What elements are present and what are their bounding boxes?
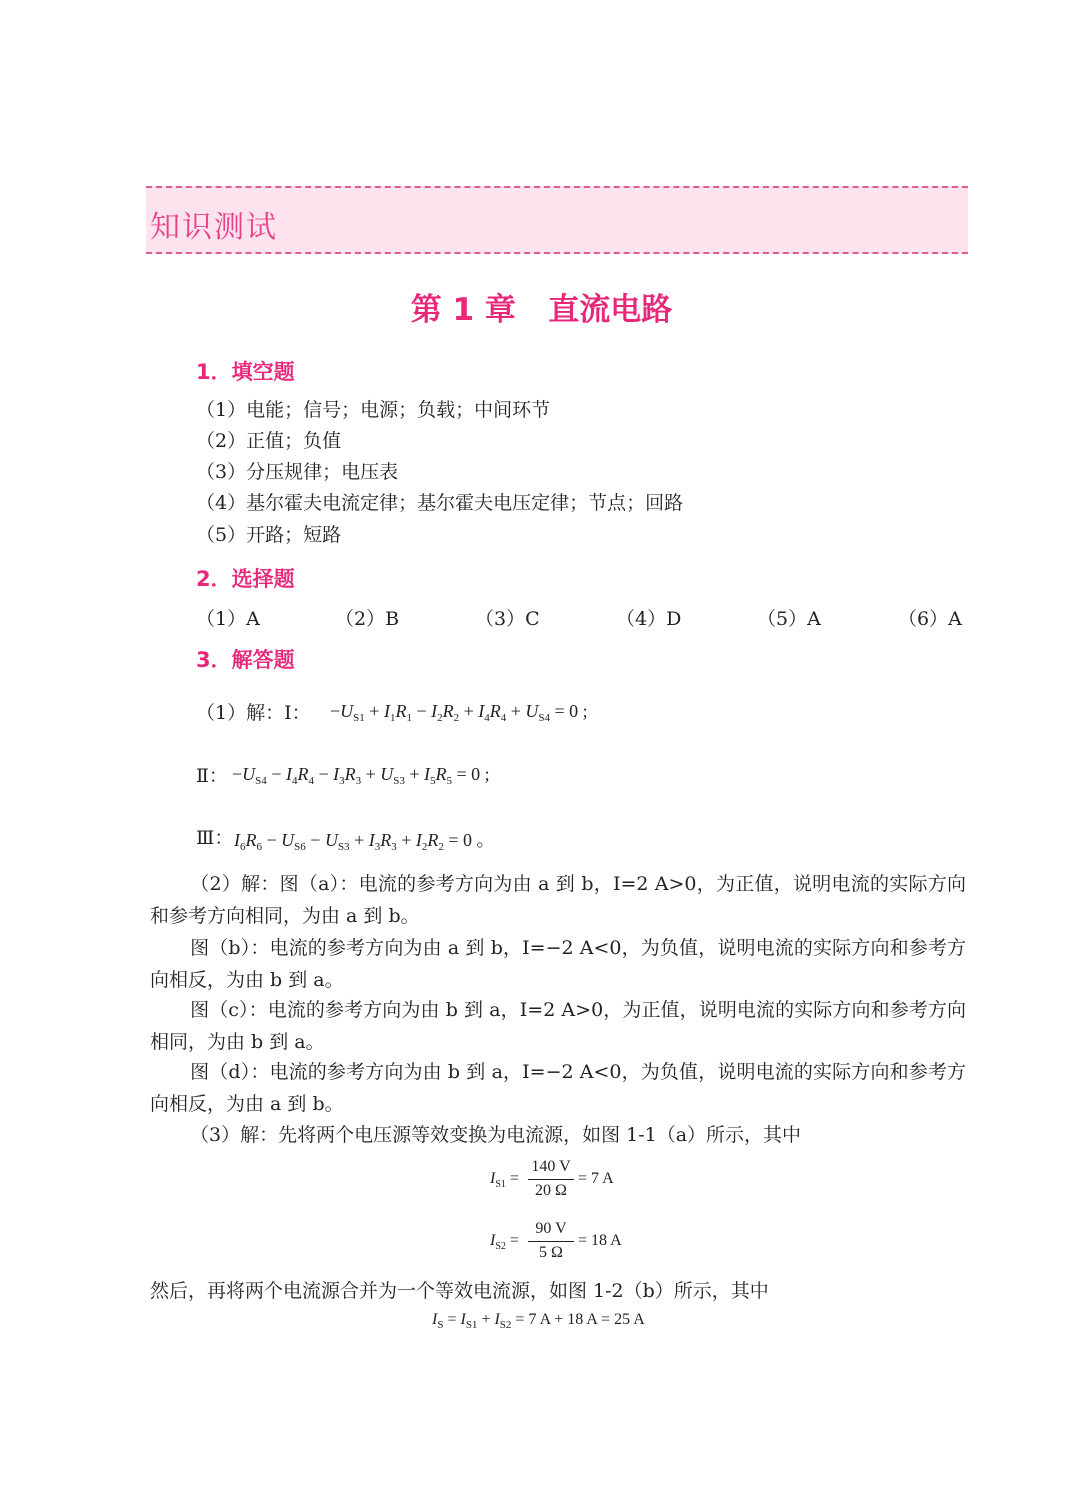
q1-eq2-prefix: Ⅱ： — [196, 765, 228, 787]
list-item: （3）分压规律；电压表 — [196, 461, 399, 483]
section-heading-choice: 2．选择题 — [196, 567, 295, 591]
section-heading-solutions: 3．解答题 — [196, 648, 295, 672]
choice-answer: （4）D — [616, 608, 682, 630]
banner-title: 知识测试 — [150, 210, 278, 245]
choice-answer: （2）B — [335, 608, 400, 630]
list-item: （1）电能；信号；电源；负载；中间环节 — [196, 399, 551, 421]
list-item: （5）开路；短路 — [196, 524, 342, 546]
choice-answer: （3）C — [475, 608, 540, 630]
kvl-equation-2: $-U_{S4} - I_4R_4 - I_3R_3 + U_{S3} + I_5R_5 = 0$ ; — [232, 764, 490, 787]
q2-paragraph-d: 图（d）：电流的参考方向为由 b 到 a，I=−2 A<0，为负值，说明电流的实际方向和参考方向相反，为由 a 到 b。 — [150, 1061, 966, 1115]
list-item: （2）正值；负值 — [196, 430, 342, 452]
fraction-equation-is1: $I_{S1}$ = 140 V 20 Ω = 7 A — [490, 1158, 614, 1199]
q3-paragraph-1: （3）解：先将两个电压源等效变换为电流源，如图 1-1（a）所示，其中 — [190, 1124, 802, 1146]
section-heading-fill-blank: 1．填空题 — [196, 360, 295, 384]
choice-answer: （5）A — [757, 608, 821, 630]
list-item: （4）基尔霍夫电流定律；基尔霍夫电压定律；节点；回路 — [196, 492, 684, 514]
q1-eq3-prefix: Ⅲ： — [196, 827, 234, 849]
q2-paragraph-c: 图（c）：电流的参考方向为由 b 到 a，I=2 A>0，为正值，说明电流的实际方向和参考方向相同，为由 b 到 a。 — [150, 999, 966, 1053]
kvl-equation-3: $I_6R_6 - U_{S6} - U_{S3} + I_3R_3 + I_2R_2 = 0$ 。 — [234, 830, 495, 853]
q2-paragraph-a: （2）解：图（a）：电流的参考方向为由 a 到 b，I=2 A>0，为正值，说明电流的实际方向和参考方向相同，为由 a 到 b。 — [150, 873, 966, 927]
choice-answer: （1）A — [196, 608, 260, 630]
q1-prefix: （1）解：Ⅰ： — [196, 702, 311, 724]
q3-paragraph-2: 然后，再将两个电流源合并为一个等效电流源，如图 1-2（b）所示，其中 — [150, 1280, 769, 1302]
section-banner — [146, 186, 968, 254]
q2-paragraph-b: 图（b）：电流的参考方向为由 a 到 b，I=−2 A<0，为负值，说明电流的实际方向和参考方向相反，为由 b 到 a。 — [150, 937, 966, 991]
choice-answer: （6）A — [898, 608, 962, 630]
total-current-equation: $I_S = I_{S1} + I_{S2} = 7$ A + 18 A = 25 A — [432, 1311, 645, 1331]
fraction-equation-is2: $I_{S2}$ = 90 V 5 Ω = 18 A — [490, 1220, 622, 1261]
chapter-title: 第 1 章 直流电路 — [410, 292, 673, 328]
kvl-equation-1: $-U_{S1} + I_1R_1 - I_2R_2 + I_4R_4 + U_{S4} = 0$ ; — [330, 701, 588, 724]
